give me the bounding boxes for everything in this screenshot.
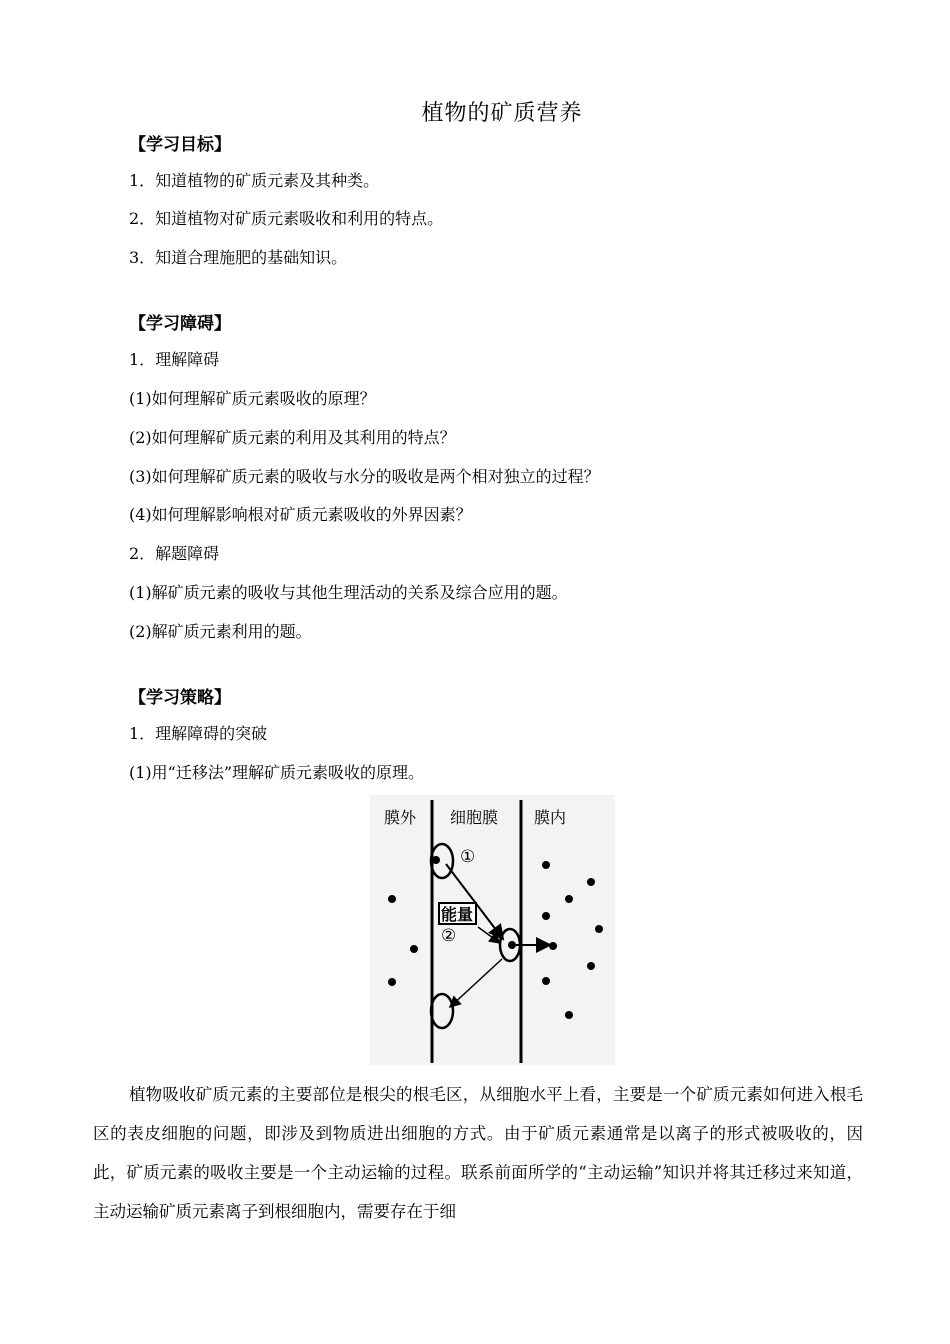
- ion-dot: [410, 945, 418, 953]
- step1-label: ①: [460, 847, 476, 867]
- obstacle-item: (1)如何理解矿质元素吸收的原理？: [129, 389, 376, 408]
- ion-dot: [542, 912, 550, 920]
- ion-dot: [542, 861, 550, 869]
- strategy-item: (1)用“迁移法”理解矿质元素吸收的原理。: [129, 763, 425, 782]
- strategy-item: 1．理解障碍的突破: [129, 724, 268, 743]
- obstacle-item: 1．理解障碍: [129, 350, 220, 369]
- ion-dot: [587, 962, 595, 970]
- strategy-heading: 【学习策略】: [129, 688, 231, 708]
- obstacle-item: (1)解矿质元素的吸收与其他生理活动的关系及综合应用的题。: [129, 583, 568, 602]
- inside-label: 膜内: [534, 808, 567, 827]
- step2-label: ②: [441, 926, 457, 946]
- ion-dot: [388, 978, 396, 986]
- objectives-heading: 【学习目标】: [129, 135, 231, 155]
- body-paragraph: 植物吸收矿质元素的主要部位是根尖的根毛区，从细胞水平上看，主要是一个矿质元素如何进入根毛区的表皮细胞的问题，即涉及到物质进出细胞的方式。由于矿质元素通常是以离子的形式被吸收的，因此，矿质元素的吸收主要是一个主动运输的过程。联系前面所学的“主动运输”知识并将其迁移过来知道，主动运输矿质元素离子到根细胞内，需要存在于细: [93, 1085, 863, 1221]
- outside-label: 膜外: [384, 808, 417, 827]
- obstacle-item: (2)如何理解矿质元素的利用及其利用的特点？: [129, 428, 456, 447]
- ion-dot: [565, 1011, 573, 1019]
- obstacle-item: (3)如何理解矿质元素的吸收与水分的吸收是两个相对独立的过程？: [129, 467, 600, 486]
- energy-label: 能量: [441, 905, 474, 924]
- membrane-transport-diagram: [370, 795, 615, 1065]
- ion-dot: [432, 856, 440, 864]
- ion-dot: [508, 941, 516, 949]
- objective-item: 1．知道植物的矿质元素及其种类。: [129, 171, 380, 190]
- diagram-background: [370, 795, 615, 1065]
- objective-item: 3．知道合理施肥的基础知识。: [129, 248, 348, 267]
- membrane-label: 细胞膜: [450, 808, 499, 827]
- obstacle-item: 2．解题障碍: [129, 544, 220, 563]
- obstacles-heading: 【学习障碍】: [129, 314, 231, 334]
- ion-dot: [595, 925, 603, 933]
- ion-dot: [565, 895, 573, 903]
- ion-dot: [549, 942, 557, 950]
- objective-item: 2．知道植物对矿质元素吸收和利用的特点。: [129, 209, 444, 228]
- page-title: 植物的矿质营养: [421, 101, 583, 126]
- ion-dot: [587, 878, 595, 886]
- obstacle-item: (4)如何理解影响根对矿质元素吸收的外界因素？: [129, 505, 472, 524]
- ion-dot: [542, 977, 550, 985]
- ion-dot: [388, 895, 396, 903]
- obstacle-item: (2)解矿质元素利用的题。: [129, 622, 312, 641]
